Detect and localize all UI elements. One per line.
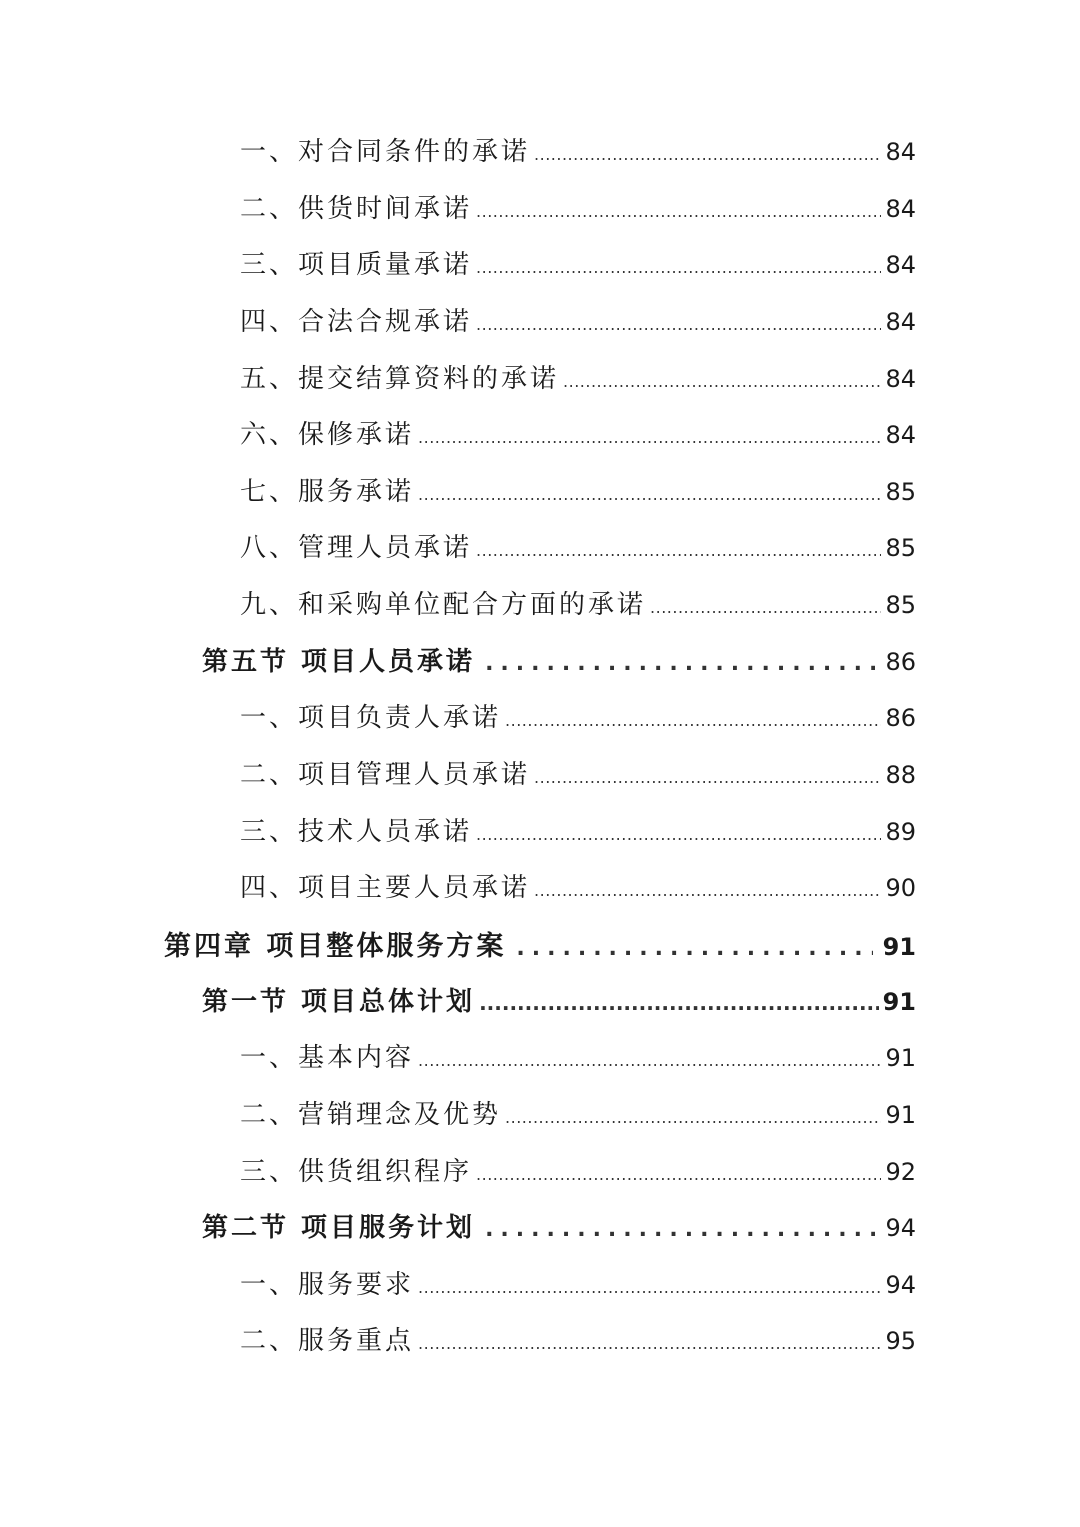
toc-entry-title: 第一节 项目总体计划 <box>202 986 476 1017</box>
toc-page-number: 85 <box>885 591 916 620</box>
toc-page-number: 84 <box>885 251 916 280</box>
toc-dot-leader <box>418 1334 881 1353</box>
toc-dot-leader <box>476 825 881 844</box>
toc-dot-leader <box>563 372 881 391</box>
toc-dot-leader <box>505 1108 881 1127</box>
toc-page-number: 84 <box>885 194 916 223</box>
toc-page-number: 91 <box>882 932 916 961</box>
toc-entry-title: 一、基本内容 <box>240 1043 415 1074</box>
toc-entry[interactable] <box>0 867 1080 924</box>
toc-entry-title: 第五节 项目人员承诺 <box>202 646 476 677</box>
toc-dot-leader <box>418 1278 881 1297</box>
toc-page-number: 88 <box>885 761 916 790</box>
toc-entry[interactable] <box>0 1037 1080 1094</box>
toc-chapter-entry[interactable] <box>0 924 1080 981</box>
toc-section-entry[interactable] <box>0 641 1080 698</box>
toc-entry[interactable] <box>0 754 1080 811</box>
toc-page-number: 84 <box>885 421 916 450</box>
toc-dot-leader <box>534 145 881 164</box>
toc-dot-leader <box>534 881 881 900</box>
toc-section-entry[interactable] <box>0 981 1080 1038</box>
toc-entry-title: 五、提交结算资料的承诺 <box>240 363 560 394</box>
toc-page-number: 84 <box>885 307 916 336</box>
toc-dot-leader <box>476 315 881 334</box>
toc-entry-title: 二、服务重点 <box>240 1326 415 1357</box>
toc-page-number: 94 <box>885 1270 916 1299</box>
toc-dot-leader <box>476 541 881 560</box>
toc-dot-leader <box>476 258 881 277</box>
toc-entry[interactable] <box>0 811 1080 868</box>
toc-page-number: 90 <box>885 874 916 903</box>
toc-page-number: 85 <box>885 534 916 563</box>
toc-entry-title: 一、对合同条件的承诺 <box>240 137 531 167</box>
toc-entry-title: 三、技术人员承诺 <box>240 816 473 847</box>
toc-entry-title: 二、供货时间承诺 <box>240 193 473 224</box>
toc-entry-title: 三、项目质量承诺 <box>240 250 473 281</box>
toc-page-number: 85 <box>885 477 916 506</box>
toc-entry-title: 三、供货组织程序 <box>240 1156 473 1187</box>
toc-entry-title: 二、营销理念及优势 <box>240 1099 502 1130</box>
table-of-contents <box>0 131 1080 1377</box>
toc-dot-leader <box>476 202 881 221</box>
toc-entry-title: 第二节 项目服务计划 <box>202 1213 476 1244</box>
toc-dot-leader <box>650 598 881 617</box>
toc-entry-title: 八、管理人员承诺 <box>240 533 473 564</box>
toc-entry[interactable] <box>0 1151 1080 1208</box>
toc-entry[interactable] <box>0 527 1080 584</box>
toc-entry[interactable] <box>0 188 1080 245</box>
toc-page-number: 86 <box>885 647 916 676</box>
toc-dot-leader <box>534 768 881 787</box>
toc-page-number: 94 <box>885 1214 916 1243</box>
toc-entry[interactable] <box>0 471 1080 528</box>
toc-entry[interactable] <box>0 584 1080 641</box>
toc-entry-title: 四、项目主要人员承诺 <box>240 873 531 904</box>
toc-dot-leader <box>418 428 881 447</box>
toc-entry-title: 七、服务承诺 <box>240 476 415 507</box>
toc-entry[interactable] <box>0 697 1080 754</box>
toc-entry[interactable] <box>0 1320 1080 1377</box>
toc-entry[interactable] <box>0 301 1080 358</box>
toc-page-number: 91 <box>882 987 916 1016</box>
toc-entry-title: 一、服务要求 <box>240 1269 415 1300</box>
toc-entry-title: 四、合法合规承诺 <box>240 306 473 337</box>
toc-entry-title: 六、保修承诺 <box>240 420 415 451</box>
toc-entry[interactable] <box>0 131 1080 188</box>
toc-dot-leader <box>505 711 881 730</box>
toc-entry-title: 九、和采购单位配合方面的承诺 <box>240 590 647 621</box>
toc-page-number: 91 <box>885 1044 916 1073</box>
toc-entry-title: 一、项目负责人承诺 <box>240 703 502 734</box>
toc-entry-title: 第四章 项目整体服务方案 <box>164 930 507 962</box>
toc-dot-leader <box>418 485 881 504</box>
toc-page-number: 84 <box>885 364 916 393</box>
toc-entry[interactable] <box>0 358 1080 415</box>
toc-entry[interactable] <box>0 244 1080 301</box>
toc-entry-title: 二、项目管理人员承诺 <box>240 760 531 791</box>
toc-dot-leader <box>485 1217 875 1242</box>
toc-page-number: 89 <box>885 817 916 846</box>
toc-page-number: 86 <box>885 704 916 733</box>
toc-entry[interactable] <box>0 1094 1080 1151</box>
toc-dot-leader <box>516 936 872 961</box>
toc-dot-leader <box>476 1165 881 1184</box>
toc-page-number: 91 <box>885 1100 916 1129</box>
toc-dot-leader <box>479 991 879 1015</box>
toc-section-entry[interactable] <box>0 1207 1080 1264</box>
toc-dot-leader <box>485 651 875 676</box>
toc-dot-leader <box>418 1051 881 1070</box>
toc-page-number: 84 <box>885 138 916 166</box>
toc-page-number: 92 <box>885 1157 916 1186</box>
toc-page-number: 95 <box>885 1327 916 1356</box>
toc-entry[interactable] <box>0 414 1080 471</box>
toc-entry[interactable] <box>0 1264 1080 1321</box>
